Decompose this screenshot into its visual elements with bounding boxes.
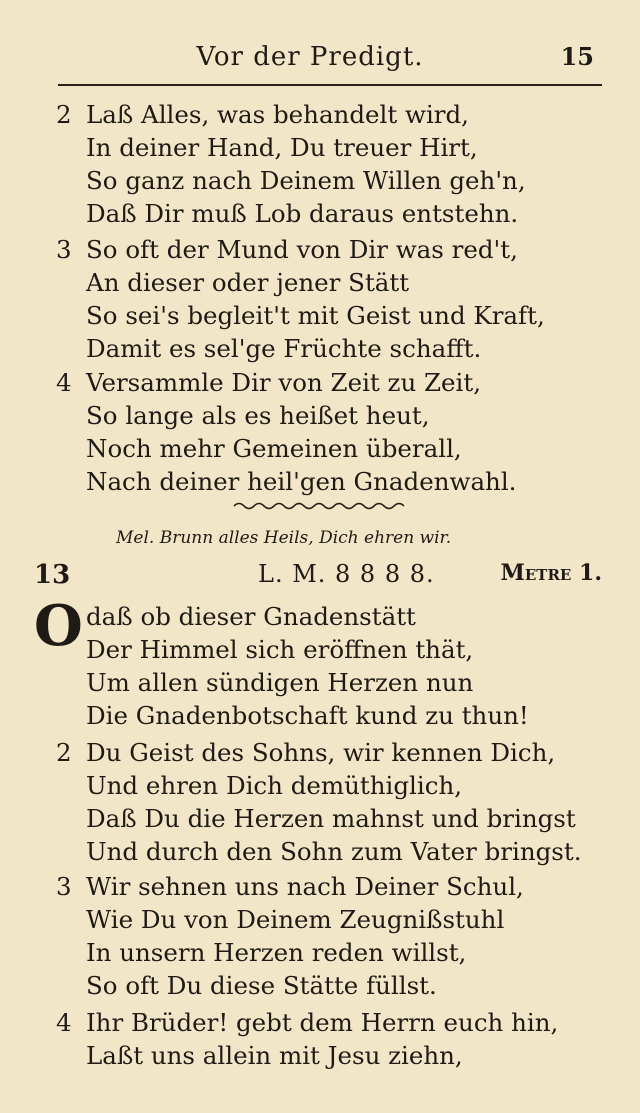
page-number: 15 — [560, 42, 594, 71]
verse-line: So ganz nach Deinem Willen geh'n, — [86, 166, 526, 195]
hymn-heading — [0, 560, 640, 596]
verse-line: In unsern Herzen reden willst, — [86, 938, 467, 967]
verse-line: Versammle Dir von Zeit zu Zeit, — [86, 368, 482, 397]
verse-line: So sei's begleit't mit Geist und Kraft, — [86, 301, 545, 330]
header-rule — [58, 84, 602, 86]
hymn-number: 13 — [34, 560, 71, 590]
page-header — [0, 38, 640, 78]
verse-line: Daß Dir muß Lob daraus entstehn. — [86, 199, 519, 228]
verse-line: Nach deiner heil'gen Gnadenwahl. — [86, 467, 517, 496]
verse-number: 2 — [56, 738, 72, 767]
wave-ornament — [230, 498, 410, 514]
verse-line: Daß Du die Herzen mahnst und bringst — [86, 804, 576, 833]
verse-line: Du Geist des Sohns, wir kennen Dich, — [86, 738, 556, 767]
verse-line: So lange als es heißet heut, — [86, 401, 430, 430]
verse-line: In deiner Hand, Du treuer Hirt, — [86, 133, 478, 162]
verse-number: 3 — [56, 872, 72, 901]
verse-line: Um allen sündigen Herzen nun — [86, 668, 474, 697]
verse-line: daß ob dieser Gnadenstätt — [86, 602, 416, 631]
metre-code: L. M. 8 8 8 8. — [258, 560, 435, 588]
verse-line: Damit es sel'ge Früchte schafft. — [86, 334, 482, 363]
verse-line: Und durch den Sohn zum Vater bringst. — [86, 837, 582, 866]
metre-name: Metre 1. — [500, 560, 602, 586]
verse-line: Wie Du von Deinem Zeugnißstuhl — [86, 905, 505, 934]
drop-capital: O — [34, 593, 83, 659]
verse-line: So oft Du diese Stätte füllst. — [86, 971, 437, 1000]
verse-number: 4 — [56, 368, 72, 397]
verse-line: Der Himmel sich eröffnen thät, — [86, 635, 474, 664]
verse-line: Und ehren Dich demüthiglich, — [86, 771, 463, 800]
verse-line: Laßt uns allein mit Jesu ziehn, — [86, 1041, 463, 1070]
verse-number: 2 — [56, 100, 72, 129]
verse-line: So oft der Mund von Dir was red't, — [86, 235, 518, 264]
verse-number: 3 — [56, 235, 72, 264]
verse-line: An dieser oder jener Stätt — [86, 268, 410, 297]
verse-line: Die Gnadenbotschaft kund zu thun! — [86, 701, 529, 730]
verse-line: Ihr Brüder! gebt dem Herrn euch hin, — [86, 1008, 559, 1037]
running-title: Vor der Predigt. — [196, 42, 424, 72]
verse-line: Laß Alles, was behandelt wird, — [86, 100, 469, 129]
verse-line: Wir sehnen uns nach Deiner Schul, — [86, 872, 524, 901]
verse-line: Noch mehr Gemeinen überall, — [86, 434, 462, 463]
melody-line: Mel. Brunn alles Heils, Dich ehren wir. — [116, 528, 452, 548]
verse-number: 4 — [56, 1008, 72, 1037]
